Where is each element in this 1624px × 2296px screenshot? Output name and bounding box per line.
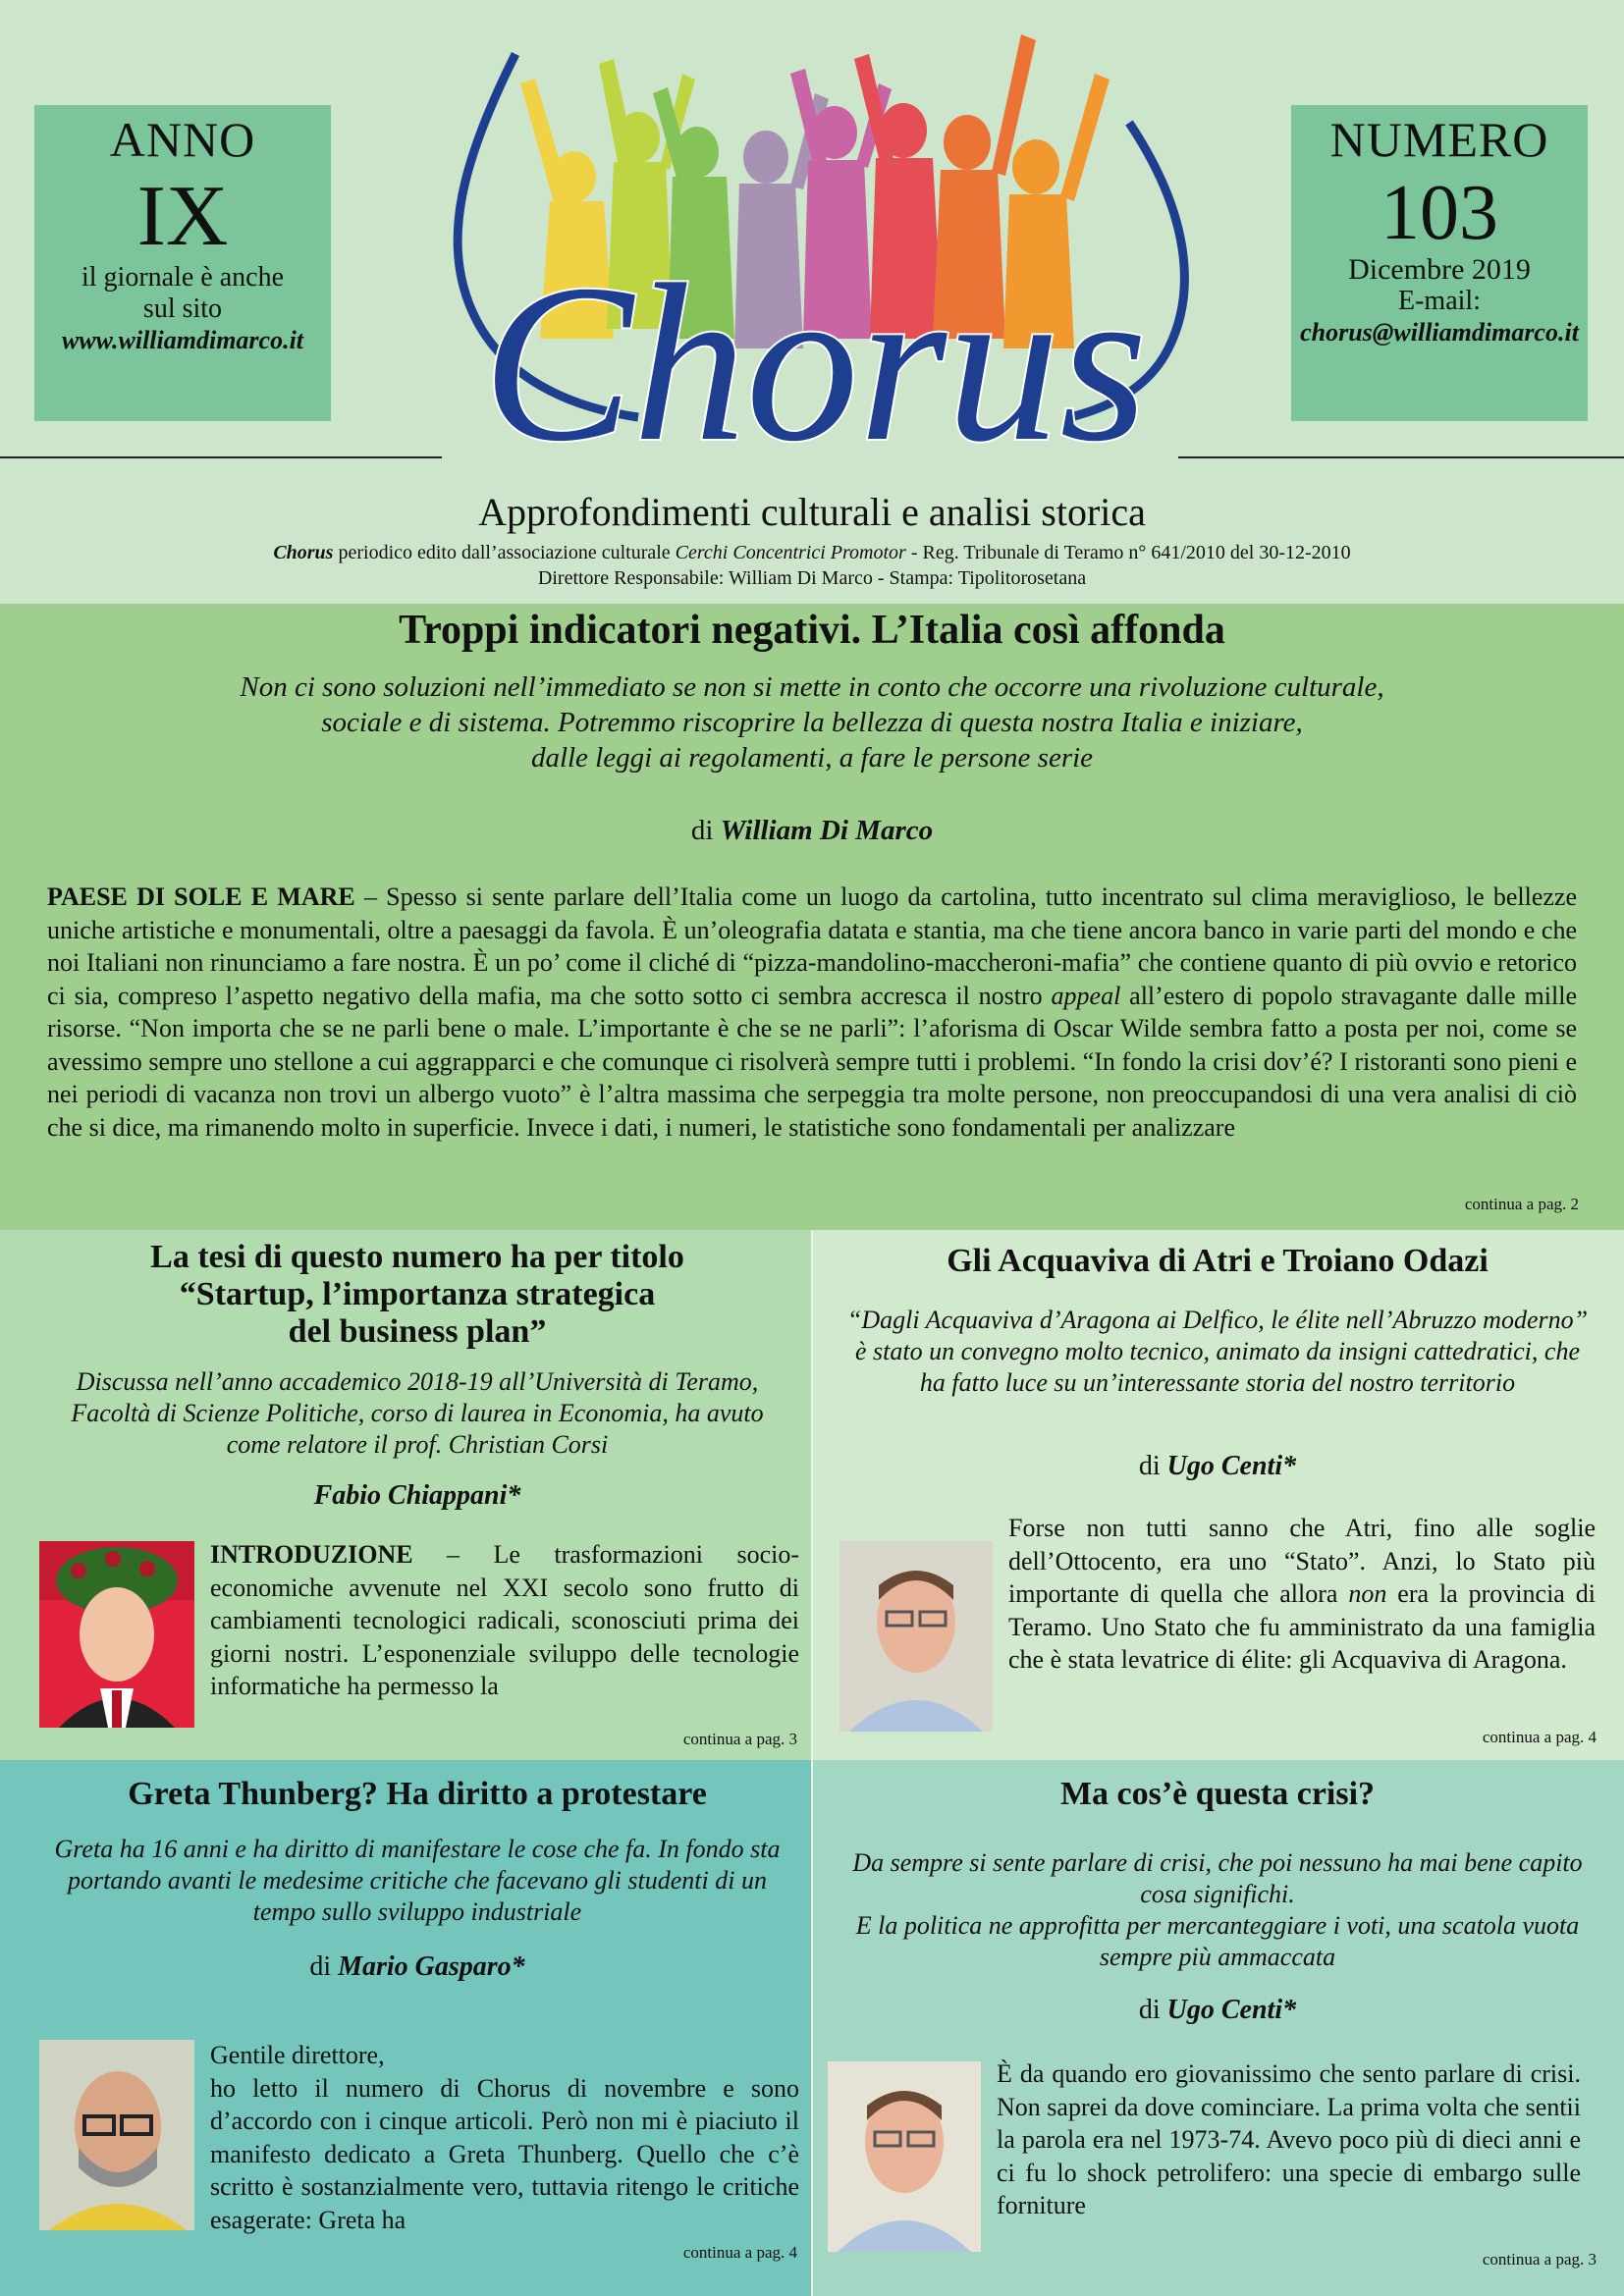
thesis-author-photo: [39, 1541, 194, 1728]
crisi-byline: [830, 1995, 1605, 2026]
acquaviva-body-b: era la provincia di Teramo. Uno Stato che fu amministrato da una famiglia che è stata levatrice di élite: gli Acquaviva di Aragona.: [1008, 1579, 1596, 1674]
crisi-author: Ugo Centi*: [1166, 1995, 1297, 2025]
main-article-body: [47, 881, 1577, 1183]
header-rule-right: [1178, 456, 1624, 458]
email-label: E-mail:: [1398, 286, 1481, 316]
thesis-title-line2: “Startup, l’importanza strategica: [179, 1276, 656, 1312]
thesis-title-line1: La tesi di questo numero ha per titolo: [150, 1239, 684, 1275]
numero-date: Dicembre 2019: [1348, 253, 1531, 286]
main-article-byline: [0, 815, 1624, 847]
thesis-title: [39, 1239, 795, 1351]
crisi-subtitle-line2: E la politica ne approfitta per mercanteggiare i voti, una scatola vuota sempre più ammaccata: [855, 1911, 1580, 1971]
acquaviva-body-a: Forse non tutti sanno che Atri, fino alle soglie dell’Ottocento, era uno “Stato”. Anzi, lo Stato più importante di quella che allora: [1008, 1514, 1596, 1608]
anno-value: IX: [136, 169, 229, 264]
numero-label: NUMERO: [1329, 112, 1549, 167]
pub-line1a: periodico edito dall’associazione culturale: [333, 542, 676, 563]
pub-line2: Direttore Responsabile: William Di Marco - Stampa: Tipolitorosetana: [537, 567, 1087, 589]
thesis-title-line3: del business plan”: [288, 1313, 547, 1350]
pub-line1b: - Reg. Tribunale di Teramo n° 641/2010 del 30-12-2010: [905, 542, 1351, 563]
main-body-b: all’estero di popolo stravagante dalle mille risorse. “Non importa che se ne parli bene o male. L’importante è che se ne parli”: l’aforisma di Oscar Wilde sembra fatto a posta per noi, come se avessimo sempre uno stellone a cui aggrapparci e che comunque ci risolverà sempre tutti i problemi. “In fondo la crisi dov’é? I ristoranti sono pieni e nei periodi di vacanza non trovi un albergo vuoto” è l’altra massima che serpeggia tra molte persone, non preoccupandosi di una vera analisi di ciò che si dice, ma rimanendo molto in superficie. Invece i dati, i numeri, le statistiche sono fondamentali per analizzare: [47, 981, 1577, 1142]
crisi-author-photo: [828, 2061, 981, 2252]
greta-continue-link[interactable]: continua a pag. 4: [682, 2243, 797, 2262]
thesis-author: Fabio Chiappani*: [313, 1480, 521, 1511]
crisi-continue-link[interactable]: continua a pag. 3: [1482, 2250, 1597, 2269]
pub-name: Chorus: [273, 542, 334, 563]
thesis-continue-link[interactable]: continua a pag. 3: [682, 1730, 797, 1748]
crisi-subtitle-line1: Da sempre si sente parlare di crisi, che poi nessuno ha mai bene capito cosa significhi.: [852, 1848, 1583, 1908]
main-body-a: – Spesso si sente parlare dell’Italia come un luogo da cartolina, tutto incentrato sul clima meraviglioso, le bellezze uniche artistiche e monumentali, oltre a paesaggi da favola. È un’oleografia datata e stantia, ma che tiene ancora banco in varie parti del mondo e che noi Italiani non rinunciamo a fare nostra. È un po’ come il cliché di “pizza-mandolino-maccheroni-mafia” che contiene quanto di più ovvio e retorico ci sia, compreso l’aspetto negativo della mafia, ma che sotto sotto ci sembra accresca il nostro: [47, 882, 1577, 1010]
pub-assoc: Cerchi Concentrici Promotor: [675, 542, 906, 563]
acquaviva-author-photo: [839, 1541, 993, 1732]
acquaviva-author: Ugo Centi*: [1166, 1451, 1297, 1481]
thesis-byline: [39, 1480, 795, 1512]
greta-author-photo: [39, 2040, 194, 2230]
main-subtitle-line3: dalle leggi ai regolamenti, a fare le persone serie: [530, 742, 1094, 774]
byline-prefix: di: [690, 815, 721, 846]
crisi-byline-prefix: di: [1138, 1995, 1167, 2025]
acquaviva-body-em: non: [1348, 1579, 1387, 1608]
site-link[interactable]: www.williamdimarco.it: [61, 326, 304, 354]
main-article-title: Troppi indicatori negativi. L’Italia così affonda: [399, 608, 1225, 653]
main-body-em: appeal: [1051, 981, 1121, 1010]
column-divider: [811, 1230, 813, 2296]
main-subtitle-line2: sociale e di sistema. Potremmo riscoprire la bellezza di questa nostra Italia e iniziare,: [321, 707, 1303, 738]
greta-body: [210, 2039, 799, 2236]
main-article-subtitle: [118, 669, 1506, 775]
anno-line2: sul sito: [142, 294, 223, 324]
greta-title: Greta Thunberg? Ha diritto a protestare: [128, 1776, 707, 1812]
main-subtitle-line1: Non ci sono soluzioni nell’immediato se non si mette in conto che occorre una rivoluzione culturale,: [240, 671, 1384, 703]
tagline: Approfondimenti culturali e analisi storica: [478, 490, 1146, 534]
numero-box: [1291, 105, 1588, 421]
greta-subtitle: Greta ha 16 anni e ha diritto di manifestare le cose che fa. In fondo sta portando avanti le medesime critiche che facevano gli studenti di un tempo sullo sviluppo industriale: [54, 1835, 781, 1926]
crisi-title: Ma cos’è questa crisi?: [1059, 1776, 1376, 1812]
logo-wordmark: Chorus: [482, 238, 1148, 476]
greta-body-text: ho letto il numero di Chorus di novembre e sono d’accordo con i cinque articoli. Però non mi è piaciuto il manifesto dedicato a Greta Thunberg. Quello che c’è scritto è sostanzialmente vero, tuttavia ritengo le critiche esagerate: Greta ha: [210, 2073, 799, 2234]
acquaviva-byline-prefix: di: [1138, 1451, 1167, 1481]
acquaviva-subtitle: “Dagli Acquaviva d’Aragona ai Delfico, le élite nell’Abruzzo moderno” è stato un convegno molto tecnico, animato da insigni cattedratici, che ha fatto luce su un’interessante storia del nostro territorio: [846, 1306, 1589, 1397]
header-rule-left: [0, 456, 442, 458]
acquaviva-body: [1008, 1512, 1596, 1677]
crisi-subtitle: [839, 1847, 1596, 1973]
thesis-lead: INTRODUZIONE: [210, 1540, 413, 1569]
email-link[interactable]: chorus@williamdimarco.it: [1300, 318, 1579, 347]
greta-author: Mario Gasparo*: [338, 1951, 525, 1982]
thesis-body: [210, 1538, 799, 1705]
thesis-subtitle: Discussa nell’anno accademico 2018-19 all’Università di Teramo, Facoltà di Scienze Politiche, corso di laurea in Economia, ha avuto come relatore il prof. Christian Corsi: [71, 1367, 764, 1459]
thesis-body-text: – Le trasformazioni socio-economiche avvenute nel XXI secolo sono frutto di cambiamenti tecnologici radicali, sconosciuti prima dei giorni nostri. L’esponenziale sviluppo delle tecnologie informatiche ha permesso la: [210, 1540, 799, 1700]
acquaviva-byline: [830, 1451, 1605, 1482]
greta-greeting: Gentile direttore,: [210, 2041, 385, 2069]
anno-box: [34, 105, 331, 421]
publication-info: [0, 540, 1624, 591]
greta-byline-prefix: di: [309, 1951, 339, 1982]
greta-byline: [39, 1951, 795, 1983]
main-author: William Di Marco: [720, 815, 934, 846]
numero-value: 103: [1380, 170, 1498, 256]
chorus-logo: [403, 15, 1227, 476]
acquaviva-continue-link[interactable]: continua a pag. 4: [1482, 1728, 1597, 1746]
main-continue-link[interactable]: continua a pag. 2: [1464, 1195, 1579, 1213]
crisi-body: È da quando ero giovanissimo che sento parlare di crisi. Non saprei da dove cominciare. La prima volta che sentii la parola era nel 1973-74. Avevo poco più di dieci anni e ci fu lo shock petrolifero: una specie di embargo sulle forniture: [997, 2059, 1581, 2219]
main-lead: PAESE DI SOLE E MARE: [47, 882, 355, 911]
anno-line1: il giornale è anche: [81, 262, 284, 293]
acquaviva-title: Gli Acquaviva di Atri e Troiano Odazi: [947, 1243, 1489, 1279]
anno-label: ANNO: [109, 112, 256, 167]
